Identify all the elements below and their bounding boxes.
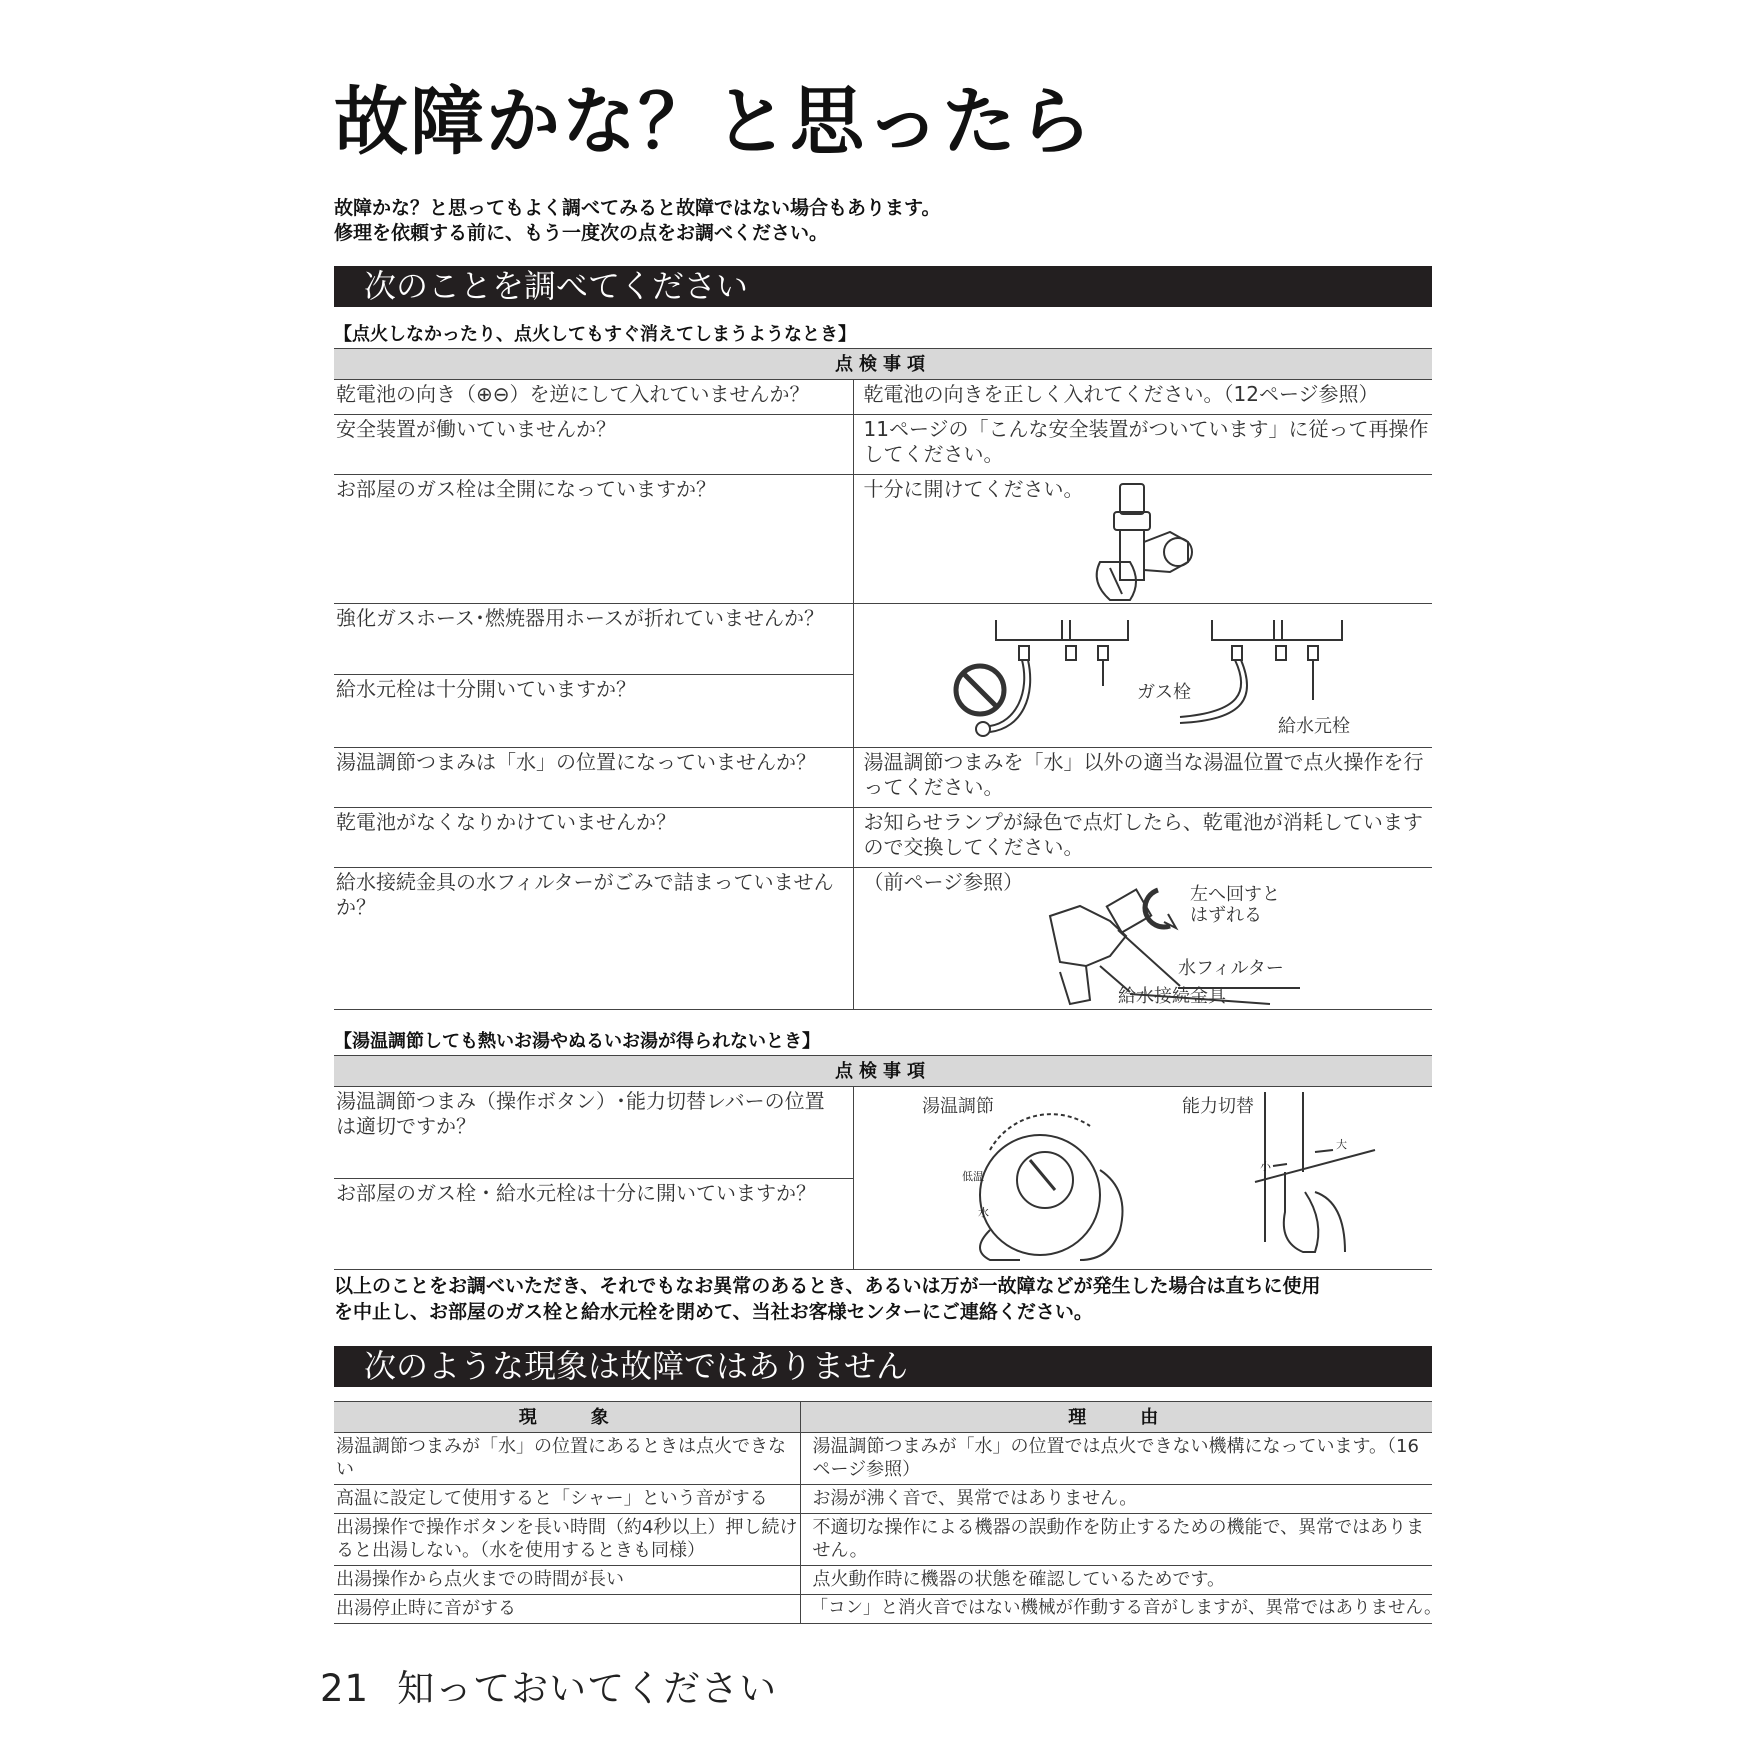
action-cell: お知らせランプが緑色で点灯したら、乾電池が消耗していますので交換してください。 <box>853 808 1432 868</box>
intro-text <box>334 196 940 246</box>
intro-line-2: 修理を依頼する前に、もう一度次の点をお調べください。 <box>334 222 829 244</box>
water-valve-label: 給水元栓 <box>1278 716 1350 737</box>
column-header-reason: 理 由 <box>800 1402 1432 1433</box>
subsection-label-ignition: 【点火しなかったり、点火してもすぐ消えてしまうようなとき】 <box>334 324 856 345</box>
capacity-switch-label: 能力切替 <box>1182 1096 1254 1117</box>
check-cell: お部屋のガス栓・給水元栓は十分に開いていますか？ <box>334 1179 853 1270</box>
table-header-check-items: 点検事項 <box>334 1056 1432 1087</box>
page-number: 21 <box>320 1667 370 1710</box>
temperature-dial-illustration <box>960 1120 1160 1265</box>
check-cell: 給水元栓は十分開いていますか？ <box>334 675 853 748</box>
gas-valve-illustration <box>1070 482 1200 602</box>
check-cell: 給水接続金具の水フィルターがごみで詰まっていませんか？ <box>334 868 853 1010</box>
page-footer <box>320 1658 777 1712</box>
closing-line-2: を中止し、お部屋のガス栓と給水元栓を閉めて、当社お客様センターにご連絡ください。 <box>334 1301 1093 1323</box>
action-cell: （前ページ参照） <box>853 868 1432 1010</box>
temperature-dial-label: 湯温調節 <box>922 1096 994 1117</box>
phenomenon-cell: 高温に設定して使用すると「シャー」という音がする <box>334 1485 800 1514</box>
check-cell: 安全装置が働いていませんか？ <box>334 415 853 475</box>
gas-valve-label: ガス栓 <box>1137 682 1191 703</box>
section-heading-check: 次のことを調べてください <box>334 266 1432 307</box>
action-cell: 11ページの「こんな安全装置がついています」に従って再操作してください。 <box>853 415 1432 475</box>
check-cell: 乾電池の向き（⊕⊖）を逆にして入れていませんか？ <box>334 380 853 415</box>
page-title: 故障かな？と思ったら <box>334 79 1094 165</box>
check-cell: お部屋のガス栓は全開になっていますか？ <box>334 475 853 604</box>
reason-cell: 点火動作時に機器の状態を確認しているためです。 <box>800 1566 1432 1595</box>
action-cell: 湯温調節つまみを「水」以外の適当な湯温位置で点火操作を行ってください。 <box>853 748 1432 808</box>
check-cell: 強化ガスホース･燃焼器用ホースが折れていませんか？ <box>334 604 853 675</box>
water-fitting-label: 給水接続金具 <box>1118 986 1226 1007</box>
filter-turn-label-line-1: 左へ回すと <box>1190 884 1280 905</box>
closing-line-1: 以上のことをお調べいただき、それでもなお異常のあるとき、あるいは万が一故障などが発生した場合は直ちに使用 <box>334 1275 1321 1297</box>
water-mark: 水 <box>978 1206 989 1219</box>
phenomenon-cell: 湯温調節つまみが「水」の位置にあるときは点火できない <box>334 1433 800 1485</box>
column-header-phenomenon: 現 象 <box>334 1402 800 1433</box>
intro-line-1: 故障かな？と思ってもよく調べてみると故障ではない場合もあります。 <box>334 197 941 219</box>
subsection-label-temperature: 【湯温調節しても熱いお湯やぬるいお湯が得られないとき】 <box>334 1031 820 1052</box>
check-cell: 乾電池がなくなりかけていませんか？ <box>334 808 853 868</box>
phenomena-table <box>334 1401 1442 1624</box>
reason-cell: 湯温調節つまみが「水」の位置では点火できない機構になっています。（16ページ参照） <box>800 1433 1432 1485</box>
filter-turn-label <box>1190 884 1280 926</box>
water-filter-label: 水フィルター <box>1178 958 1284 979</box>
reason-cell: 「コン」と消火音ではない機械が作動する音がしますが、異常ではありません。 <box>800 1595 1432 1624</box>
small-mark: 小 <box>1260 1160 1271 1173</box>
reason-cell: お湯が沸く音で、異常ではありません。 <box>800 1485 1432 1514</box>
action-cell: 十分に開けてください。 <box>853 475 1432 604</box>
section-heading-not-faults: 次のような現象は故障ではありません <box>334 1346 1432 1387</box>
table-header-check-items: 点検事項 <box>334 349 1432 380</box>
phenomenon-cell: 出湯操作で操作ボタンを長い時間（約4秒以上）押し続けると出湯しない。（水を使用するときも同様） <box>334 1514 800 1566</box>
check-cell: 湯温調節つまみ（操作ボタン）･能力切替レバーの位置は適切ですか？ <box>334 1087 853 1179</box>
reason-cell: 不適切な操作による機器の誤動作を防止するための機能で、異常ではありません。 <box>800 1514 1432 1566</box>
check-cell: 湯温調節つまみは「水」の位置になっていませんか？ <box>334 748 853 808</box>
closing-note <box>334 1273 1434 1325</box>
phenomenon-cell: 出湯操作から点火までの時間が長い <box>334 1566 800 1595</box>
large-mark: 大 <box>1336 1138 1347 1151</box>
action-cell: 乾電池の向きを正しく入れてください。（12ページ参照） <box>853 380 1432 415</box>
capacity-switch-illustration <box>1255 1092 1385 1267</box>
filter-turn-label-line-2: はずれる <box>1190 905 1262 926</box>
phenomenon-cell: 出湯停止時に音がする <box>334 1595 800 1624</box>
footer-section-title: 知っておいてください <box>397 1667 778 1710</box>
low-temp-mark: 低温 <box>962 1170 984 1183</box>
